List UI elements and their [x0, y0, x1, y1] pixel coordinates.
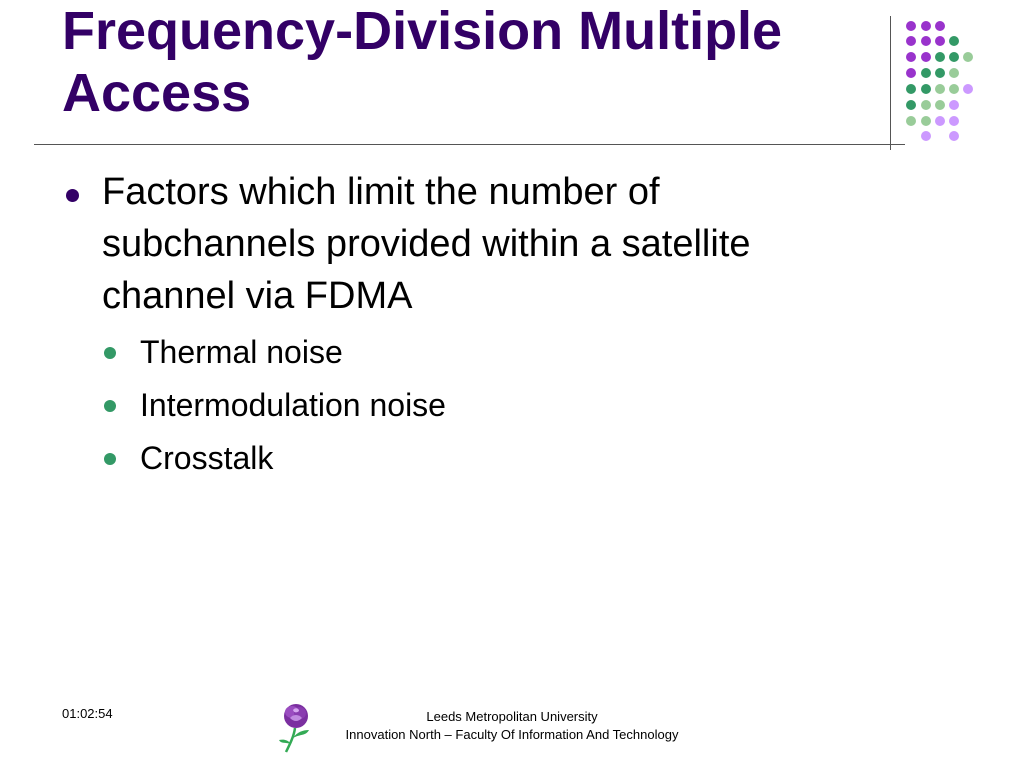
sub-bullet-text: Crosstalk	[140, 440, 274, 476]
dot	[963, 84, 973, 94]
dot	[921, 116, 931, 126]
dot	[949, 116, 959, 126]
sub-bullet-item	[102, 326, 862, 379]
dot	[949, 100, 959, 110]
dot	[921, 84, 931, 94]
dot	[921, 68, 931, 78]
dot	[935, 21, 945, 31]
dot	[921, 52, 931, 62]
sub-bullet-item	[102, 432, 862, 485]
dot	[949, 68, 959, 78]
dot	[949, 52, 959, 62]
bullet-text: Factors which limit the number of subchannels provided within a satellite channel via FDMA	[102, 171, 751, 317]
dot	[935, 36, 945, 46]
dot	[906, 84, 916, 94]
slide-title-line-1: Frequency-Division Multiple	[62, 1, 783, 61]
sub-bullet-dot-icon	[104, 453, 116, 465]
footer-org-line-1: Leeds Metropolitan University	[426, 709, 598, 724]
dot	[906, 52, 916, 62]
title-divider	[34, 144, 905, 145]
dot	[949, 131, 959, 141]
footer-time: 01:02:54	[62, 706, 113, 721]
dot	[935, 100, 945, 110]
bullet-dot-icon	[66, 189, 79, 202]
dot	[906, 21, 916, 31]
dot	[935, 52, 945, 62]
sub-bullet-dot-icon	[104, 347, 116, 359]
dot	[906, 116, 916, 126]
dot	[935, 84, 945, 94]
bullet-item	[62, 166, 862, 485]
sub-bullet-list	[102, 326, 862, 485]
dot	[963, 52, 973, 62]
dot	[921, 131, 931, 141]
dot	[935, 116, 945, 126]
dot	[921, 36, 931, 46]
sub-bullet-text: Intermodulation noise	[140, 387, 446, 423]
sub-bullet-text: Thermal noise	[140, 334, 343, 370]
slide-title-line-2: Access	[62, 63, 252, 123]
dot	[906, 100, 916, 110]
sub-bullet-dot-icon	[104, 400, 116, 412]
sub-bullet-item	[102, 379, 862, 432]
dot	[935, 68, 945, 78]
vertical-divider	[890, 16, 891, 150]
bullet-list	[62, 166, 862, 485]
dot	[906, 36, 916, 46]
dot	[921, 21, 931, 31]
dot	[906, 68, 916, 78]
footer-organization	[300, 708, 724, 744]
footer-org-line-2: Innovation North – Faculty Of Information And Technology	[345, 727, 679, 742]
dot	[949, 84, 959, 94]
dot-grid-decoration	[0, 0, 1024, 160]
dot	[921, 100, 931, 110]
dot	[949, 36, 959, 46]
